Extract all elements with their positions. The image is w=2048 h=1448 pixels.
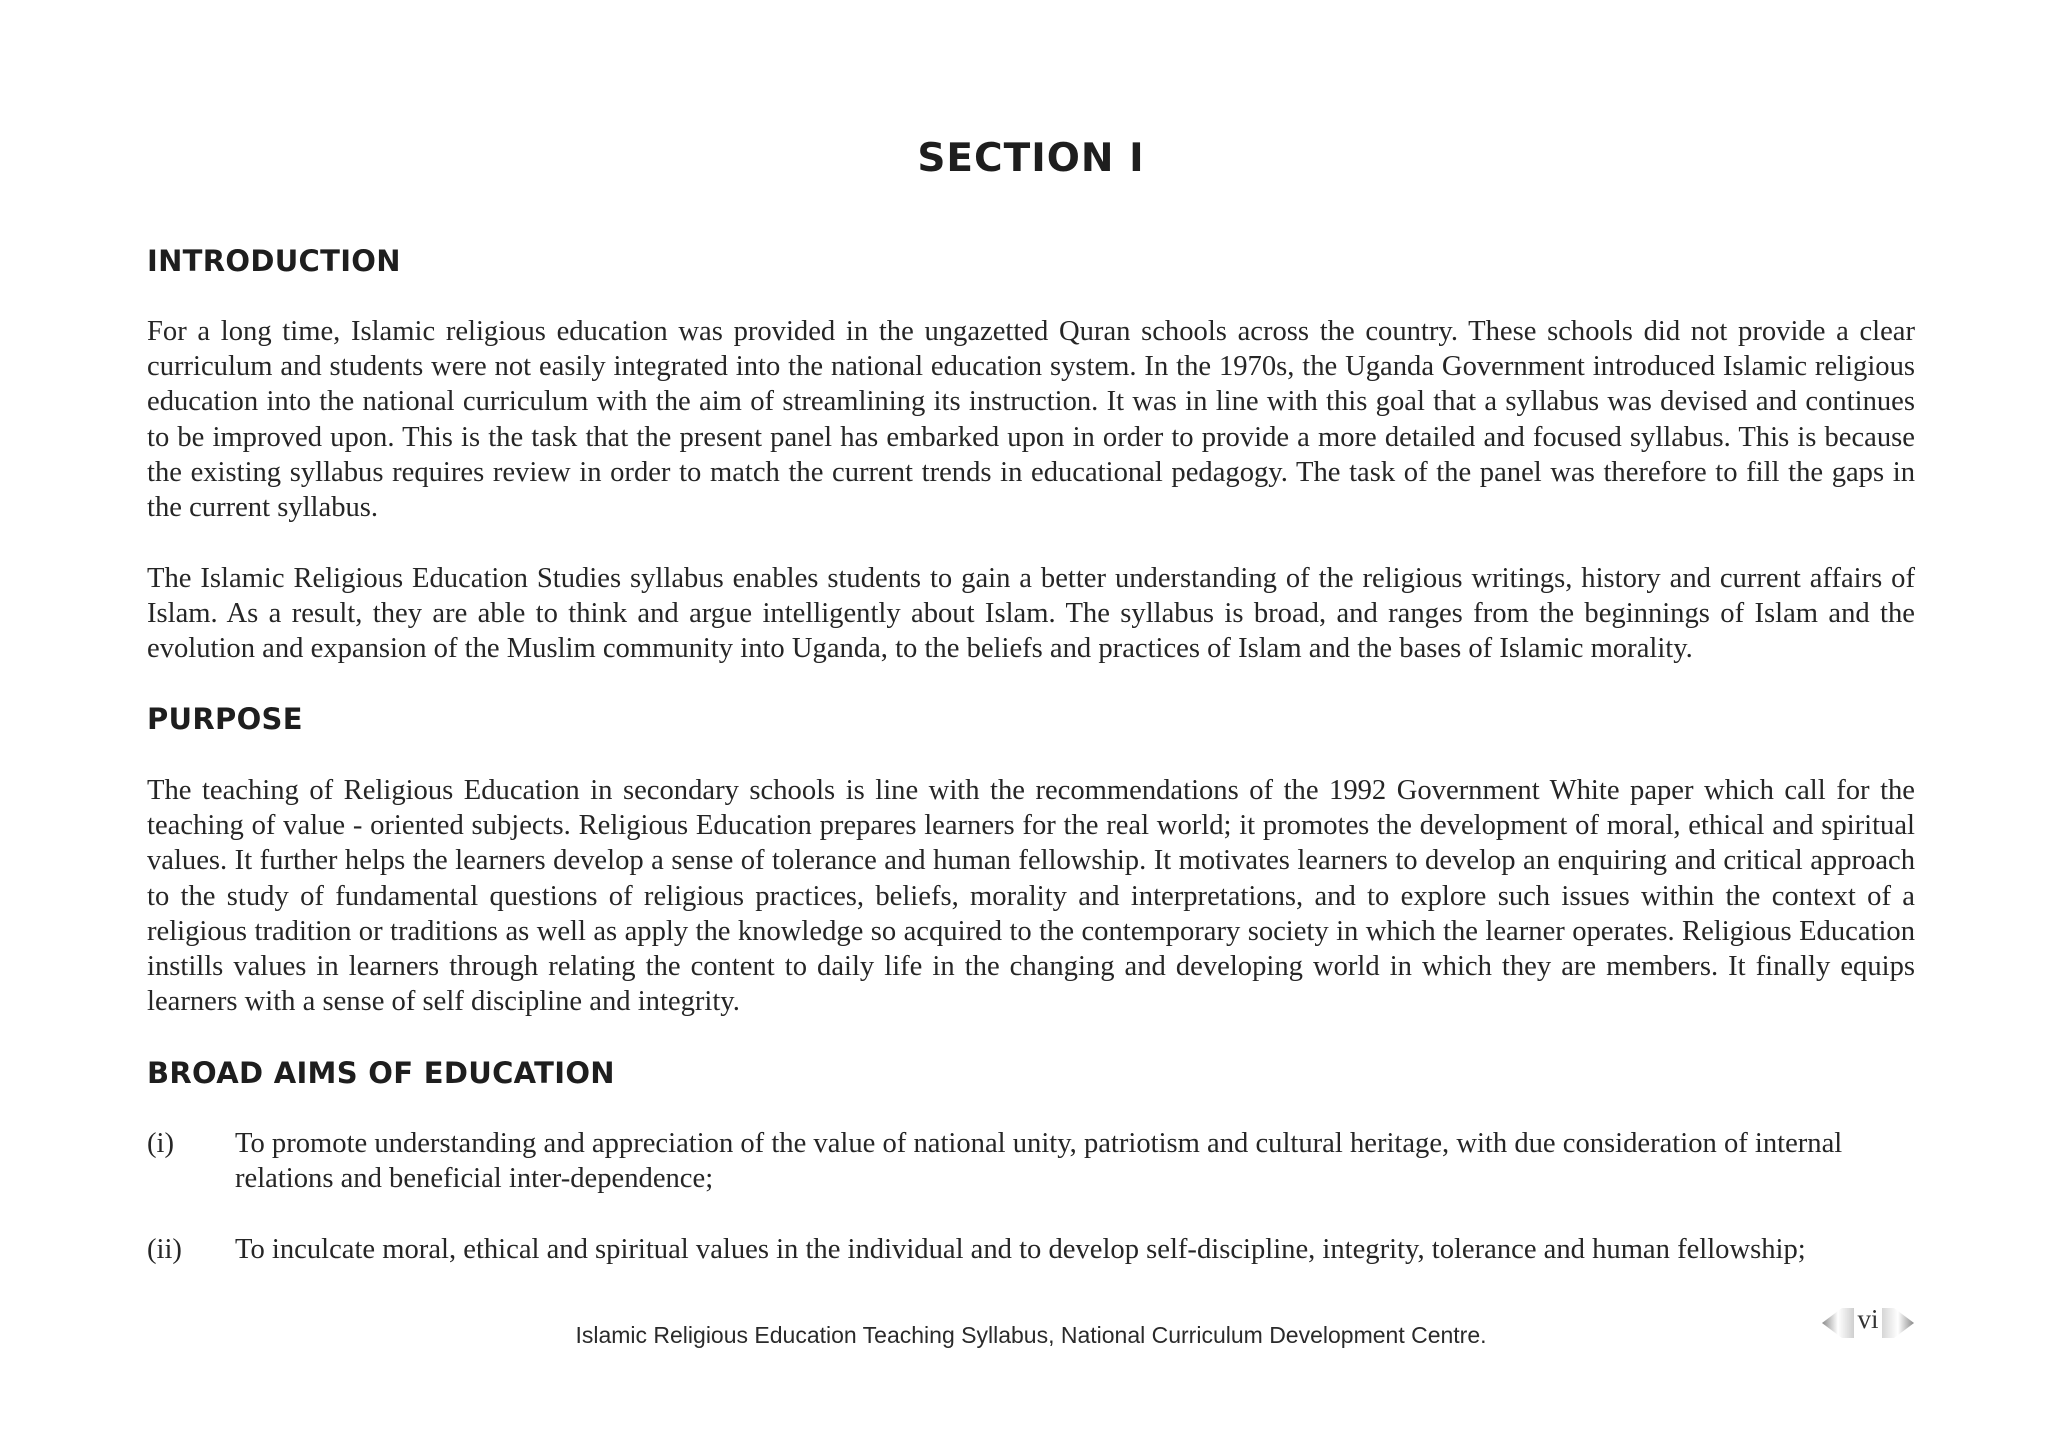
page-number: vi [1857,1304,1879,1334]
aim-item-number: (i) [147,1128,174,1159]
aim-item-text: To inculcate moral, ethical and spiritual values in the individual and to develop self-discipline, integrity, tolerance and human fellowship; [235,1234,1806,1265]
aim-item-number: (ii) [147,1234,182,1265]
introduction-paragraph-1: For a long time, Islamic religious education was provided in the ungazetted Quran schools across the country. These schools did not provide a clear curriculum and students were not easily integrated into the national education system. In the 1970s, the Uganda Government introduced Islamic religious education into the national curriculum with the aim of streamlining its instruction. It was in line with this goal that a syllabus was devised and continues to be improved upon. This is the task that the present panel has embarked upon in order to provide a more detailed and focused syllabus. This is because the existing syllabus requires review in order to match the current trends in educational pedagogy. The task of the panel was therefore to fill the gaps in the current syllabus. [147,316,1915,524]
aim-item-text: To promote understanding and appreciation of the value of national unity, patriotism and cultural heritage, with due consideration of internal relations and beneficial inter-dependence; [235,1128,1843,1195]
purpose-heading: PURPOSE [147,702,303,736]
aim-item [147,1232,1915,1267]
introduction-heading: INTRODUCTION [147,244,401,278]
page-number-badge [1822,1306,1914,1340]
section-title: SECTION I [917,136,1145,181]
broad-aims-heading: BROAD AIMS OF EDUCATION [147,1056,615,1090]
introduction-paragraph-2: The Islamic Religious Education Studies syllabus enables students to gain a better understanding of the religious writings, history and current affairs of Islam. As a result, they are able to think and argue intelligently about Islam. The syllabus is broad, and ranges from the beginnings of Islam and the evolution and expansion of the Muslim community into Uganda, to the beliefs and practices of Islam and the bases of Islamic morality. [147,563,1915,665]
footer-text: Islamic Religious Education Teaching Syllabus, National Curriculum Development Centre. [575,1322,1487,1348]
document-page [147,0,1915,1448]
purpose-paragraph: The teaching of Religious Education in secondary schools is line with the recommendations of the 1992 Government White paper which call for the teaching of value - oriented subjects. Religious Education prepares learners for the real world; it promotes the development of moral, ethical and spiritual values. It further helps the learners develop a sense of tolerance and human fellowship. It motivates learners to develop an enquiring and critical approach to the study of fundamental questions of religious practices, beliefs, morality and interpretations, and to explore such issues within the context of a religious tradition or traditions as well as apply the knowledge so acquired to the contemporary society in which the learner operates. Religious Education instills values in learners through relating the content to daily life in the changing and developing world in which they are members. It finally equips learners with a sense of self discipline and integrity. [147,775,1915,1018]
aim-item [147,1126,1915,1196]
